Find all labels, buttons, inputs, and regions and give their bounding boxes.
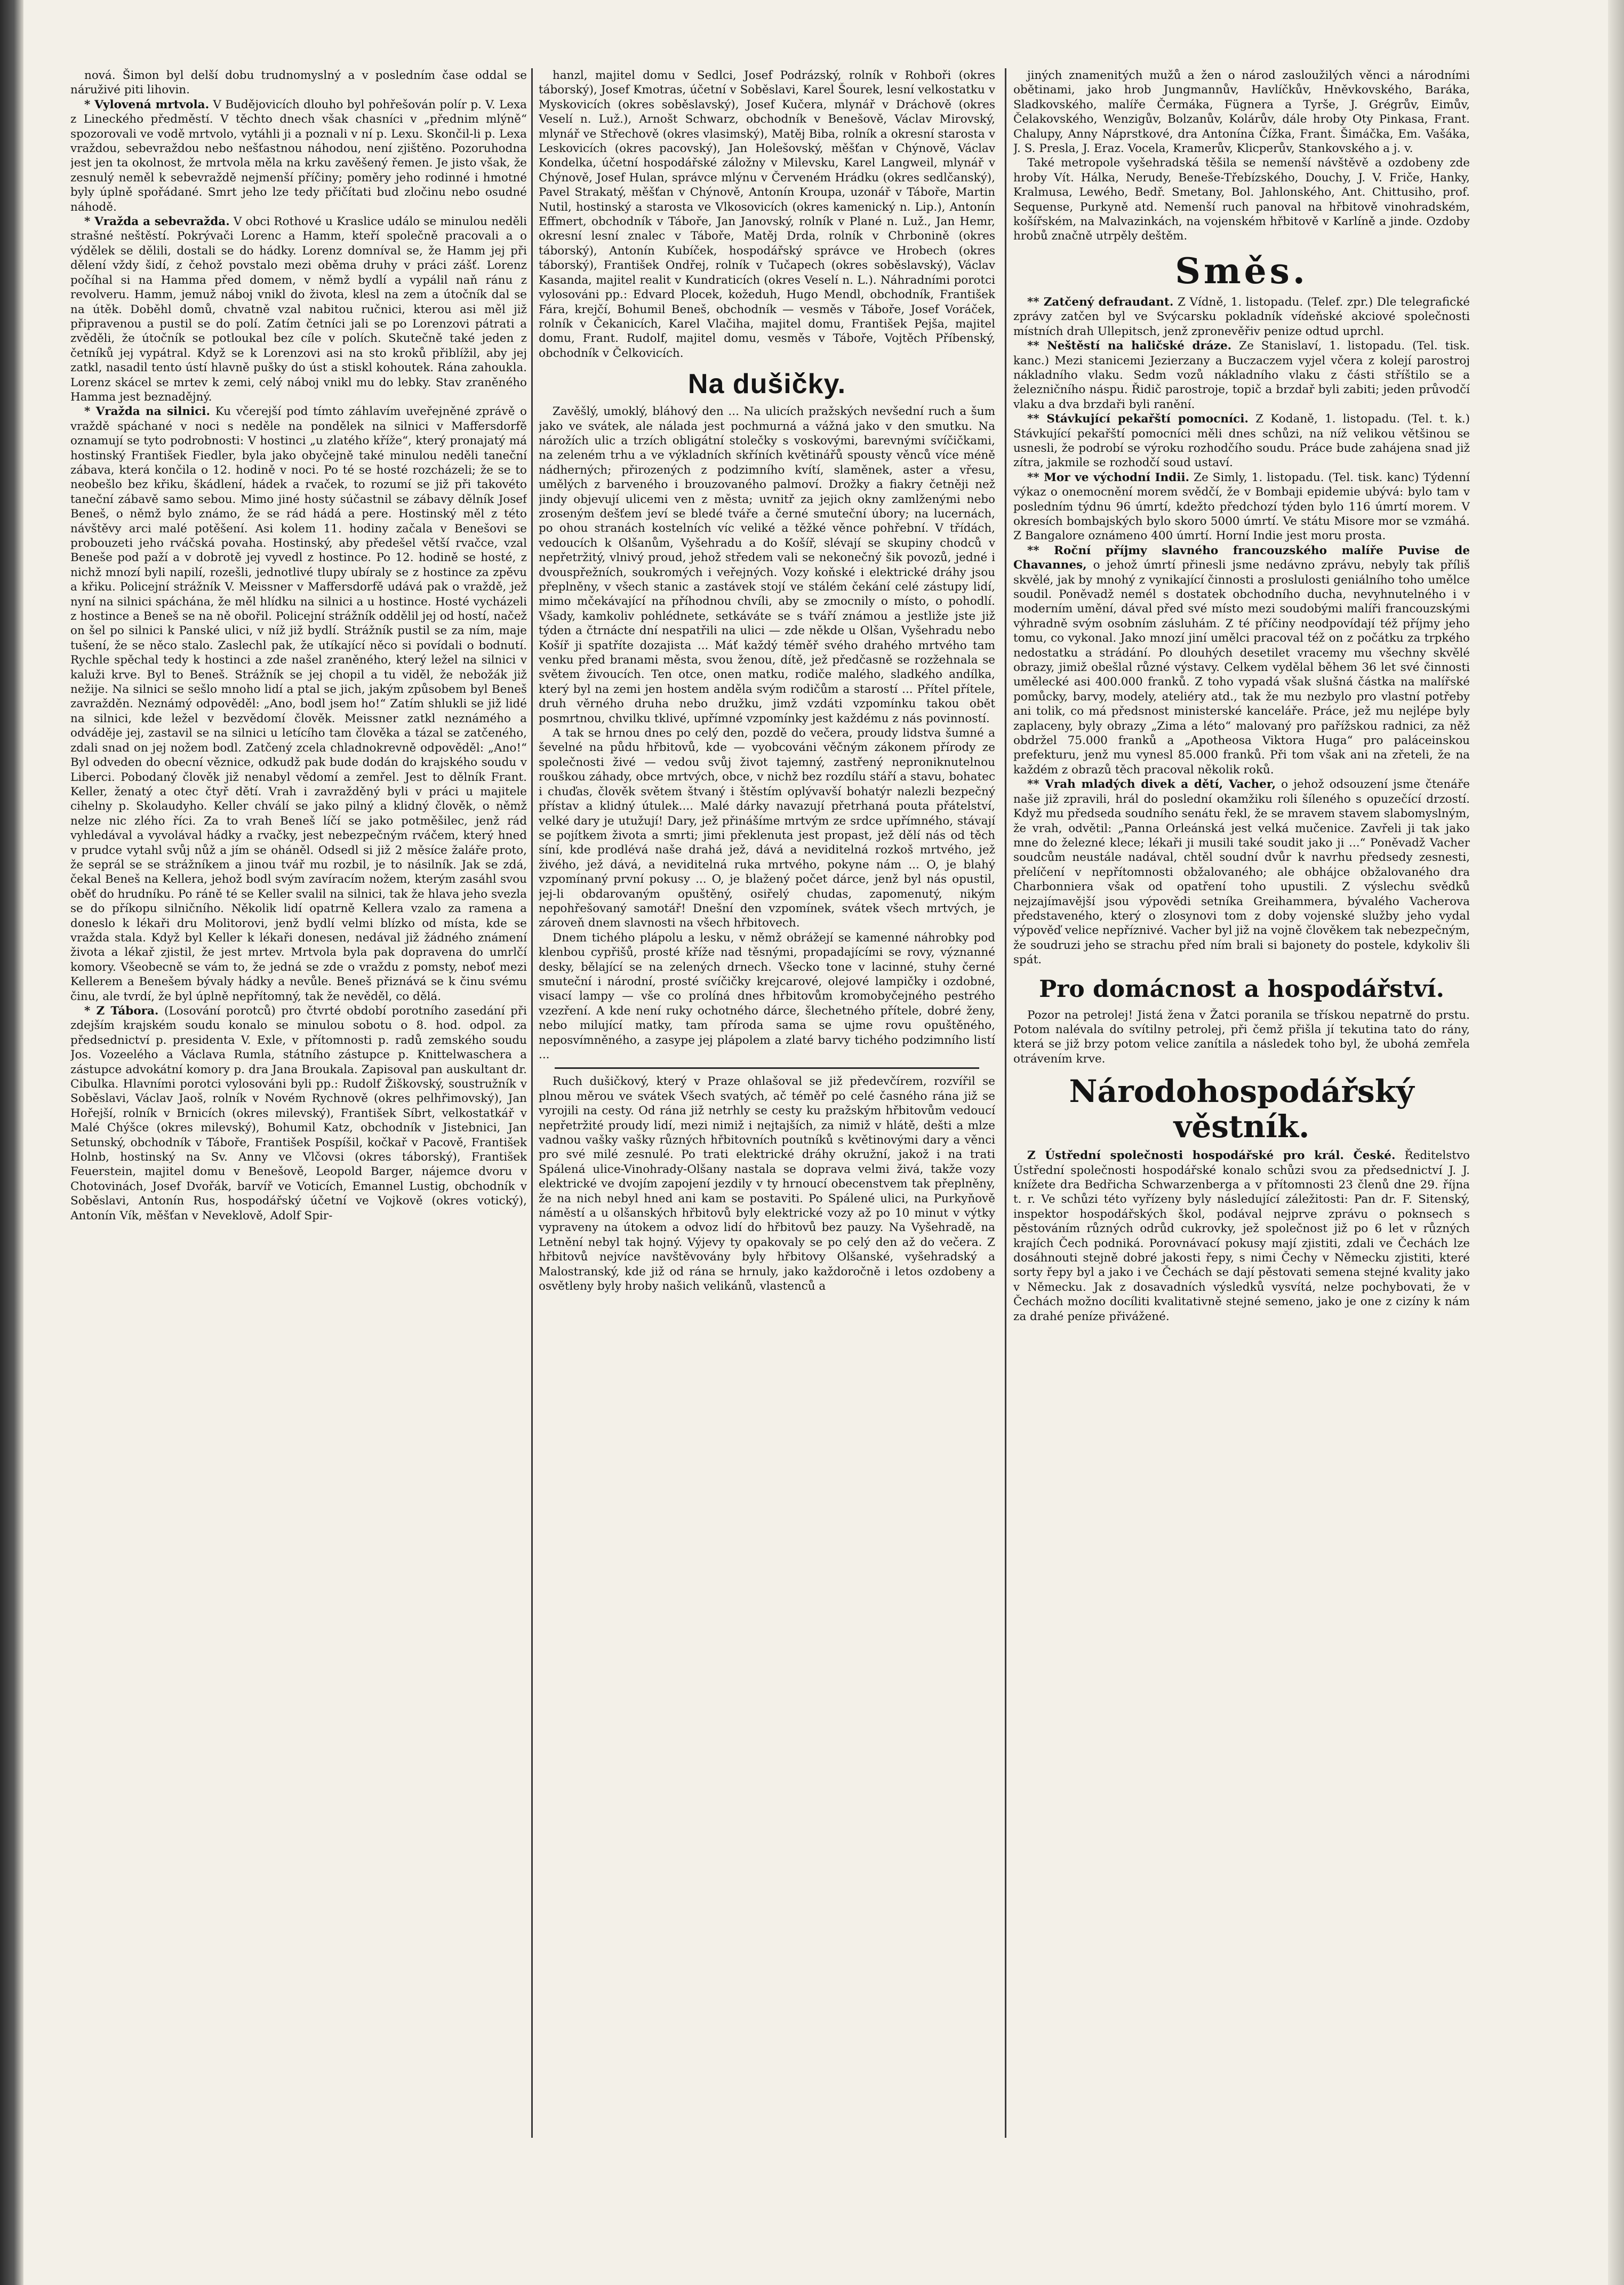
article-paragraph xyxy=(1013,777,1470,967)
article-headline: * Vražda na silnici. xyxy=(84,405,210,419)
article-paragraph xyxy=(1013,544,1470,778)
article-headline: ** Stávkující pekařští pomocníci. xyxy=(1027,412,1249,426)
article-paragraph xyxy=(1013,295,1470,339)
section-heading: Směs. xyxy=(1175,250,1308,292)
article-body: hanzl, majitel domu v Sedlci, Josef Podrázský, rolník v Rohboři (okres táborský), Josef Kmotras, účetní v Soběslavi, Karel Šourek, lesní velkostatku v Myskovicích (okres soběslavský), Josef Kučera, mlynář v Dráchově (okres Veselí n. Luž.), Arnošt Schwarz, obchodník v Benešově, Václav Mirovský, mlynář ve Střechově (okres vlasimský), Matěj Biba, rolník a okresní starosta v Leskovicích (okres pacovský), Jan Holešovský, měšťan v Chýnově, Václav Kondelka, účetní hospodářské záložny v Milevsku, Karel Langweil, mlynář v Chýnově, Josef Hulan, správce mlýnu v Červeném Hrádku (okres sedlčanský), Pavel Strakatý, měšťan v Chýnově, Antonín Kroupa, uzonář v Táboře, Martin Nutil, hostinský a starosta ve Vlkosovicích (okres kamenický n. Lip.), Antonín Effmert, obchodník v Táboře, Jan Janovský, rolník v Plané n. Luž., Jan Hemr, okresní lesní znalec v Táboře, Matěj Drda, rolník v Chrbonině (okres táborský), Antonín Kubíček, hospodářský správce ve Hrobech (okres táborský), František Ondřej, rolník v Tučapech (okres soběslavský), Václav Kasanda, majitel realit v Kundraticích (okres Veselí n. L.). Náhradními porotci vylosováni pp.: Edvard Plocek, kožeduh, Hugo Mendl, obchodník, František Fára, krejčí, Bohumil Beneš, obchodník — vesměs v Táboře, Josef Voráček, rolník v Čekanicích, Karel Vlačiha, majitel domu, František Pejša, majitel domu, Frant. Rudolf, majitel domu, vesměs v Táboře, Vojtěch Příbenský, obchodník v Čelkovicích. xyxy=(539,69,995,360)
article-body: Pozor na petrolej! Jistá žena v Žatci poranila se třískou nepatrně do prstu. Potom nalévala do svítilny petrolej, při čemž přišla jí tekutina tato do rány, která se již brzy potom velice zanítila a následek toho byl, že ubohá zemřela otrávením krve. xyxy=(1013,1008,1470,1066)
article-paragraph xyxy=(70,68,527,98)
article-paragraph xyxy=(1013,156,1470,243)
article-paragraph xyxy=(1013,470,1470,544)
column-rule-2 xyxy=(1005,68,1006,2138)
article-body: jiných znamenitých mužů a žen o národ zasloužilých věnci a národními obětinami, jako hrob Jungmannův, Havlíčkův, Hněvkovského, Baráka, Sladkovského, malíře Čermáka, Fügnera a Tyrše, J. Grégrův, Eimův, Čelakovského, Wenzigův, Bolzanův, Kolárův, dále hroby Oty Pinkasa, Frant. Chalupy, Anny Náprstkové, dra Antonína Čížka, Frant. Šimáčka, Em. Vašáka, J. S. Presla, J. Eraz. Vocela, Kramerův, Klicperův, Stankovského a j. v. xyxy=(1013,69,1470,156)
column-2 xyxy=(539,68,995,2138)
article-body: (Losování porotců) pro čtvrté období porotního zasedání při zdejším krajském soudu konalo se minulou sobotu o 8. hod. odpol. za předsednictví p. presidenta V. Exle, v přítomnosti p. radů zemského soudu Jos. Vozeelého a Václava Rumla, státního zástupce p. Knittelwaschera a zástupce advokátní komory p. dra Jana Broukala. Zapisoval pan auskultant dr. Cibulka. Hlavními porotci vylosováni byli pp.: Rudolf Žiškovský, soustružník v Soběslavi, Václav Jaoš, rolník v Novém Rychnově (okres pelhřimovský), Jan Hořejší, rolník v Brnicích (okres milevský), František Síbrt, velkostatkář v Malé Chýšce (okres milevský), Bohumil Katz, obchodník v Jistebnici, Jan Setunský, obchodník v Táboře, František Pospíšil, kočkař v Pacově, František Holnb, hostinský na Sv. Anny ve Vlčovsi (okres táborský), František Feuerstein, majitel domu v Benešově, Leopold Barger, nájemce dvoru v Chotovinách, Josef Dvořák, barvíř ve Voticích, Emannel Lustig, obchodník v Soběslavi, Antonín Rus, hospodářský účetní ve Vojkově (okres votický), Antonín Vík, měšťan v Neveklově, Adolf Spir- xyxy=(70,1004,527,1223)
article-body: A tak se hrnou dnes po celý den, pozdě do večera, proudy lidstva šumné a ševelné na půdu hřbitovů, kde — vyobcováni věčným zákonem přírody ze společnosti živé — vedou svůj život tajemný, zastřený neproniknutelnou rouškou záhady, obce mrtvých, obce, v nichž bez rozdílu stáří a stavu, bohatec i chuďas, člověk světem štvaný i štěstím oplývavší bohatýr nalezli bezpečný přístav a klidný útulek.... Malé dárky navazují přetrhaná pouta přátelství, velké dary je utužují! Dary, jež přinášíme mrtvým ze srdce upřímného, stávají se pojítkem života a smrti; jimi překlenuta jest propast, jež dělí nás od těch síní, kde prodlévá naše drahá jež, dává a neviditelná rozkoš mrtvého, jež živého, jež dává, a neviditelná ruka mrtvého, pokyne nám ... O, je blahý vzpomínaný první pokusy ... O, je blažený počet dárce, jenž byl nás opustil, jej-li obdarovaným opuštěný, osiřelý chudas, zapomenutý, nikým nepohřešovaný samotář! Dnešní den vzpomínek, svátek všech mrtvých, je zároveň dnem slavnosti na všech hřbitovech. xyxy=(539,726,995,930)
article-paragraph xyxy=(1013,68,1470,156)
article-paragraph xyxy=(1013,339,1470,412)
article-headline: ** Neštěstí na haličské dráze. xyxy=(1027,339,1232,353)
column-3 xyxy=(1013,68,1470,2138)
article-headline: ** Zatčený defraudant. xyxy=(1027,295,1174,309)
article-headline: * Z Tábora. xyxy=(84,1004,159,1018)
article-paragraph xyxy=(70,98,527,214)
article-body: Ruch dušičkový, který v Praze ohlašoval se již předevčírem, rozvířil se plnou měrou ve svátek Všech svatých, ač téměř po celé časného rána již se vyrojili na cesty. Od rána již netrhly se cesty ku pražským hřbitovům vedoucí nepřetržité proudy lidí, mezi nimiž i nejtajších, za nimiž v hlátě, dešti a mlze vadnou vašky vašky různých hřbitovních poutníků s květinovými dary a věnci pro své milé zesnulé. Po trati elektrické dráhy okružní, jakož i na trati Spálená ulice-Vinohrady-Olšany nastala se doprava velmi živá, takže vozy elektrické ve dvojím zapojení jezdily v ty hrnoucí obecenstvem tak přeplněny, že na nich nebyl hned ani kam se postaviti. Po Spálené ulici, na Purkyňově náměstí a u olšanských hřbitovů byly elektrické vozy až po 10 minut v výtky vypraveny na útokem a odvoz lidí do hřbitovů bez pauzy. Na Vyšehradě, na Letnění nebyl tak hojný. Výjevy ty opakovaly se po celý den až do večera. Z hřbitovů nejvíce navštěvovány byly hřbitovy Olšanské, vyšehradský a Malostranský, kde již od rána se hrnuly, jako každoročně i letos ozdobeny a osvětleny byly hroby našich velikánů, vlastenců a xyxy=(539,1075,995,1293)
article-paragraph xyxy=(70,404,527,1004)
article-body: o jehož odsouzení jsme čtenáře naše již zpravili, hrál do poslední okamžiku roli šíleného s opuzečící drzostí. Když mu předseda soudního senátu řekl, že se mravem stavem slabomyslným, že vrah, odvětil: „Panna Orleánská jest velká mučenice. Zavřeli ji tak jako mne do železné klece; lékaři ji musili také soudit jako ji ...“ Poněvadž Vacher soudcům neustále nadával, chtěl soudní dvůr k navrhu předsedy zesnesti, přelíčení v nepřítomnosti obžalovaného; ale obhájce obžalovaného dra Charbonniera však od opatření toho upustili. Z výslechu svědků nejzajímavější jsou výpovědi setníka Greihammera, bývalého Vacherova představeného, který o zlosynovi tom z doby vojenské služby jeho vydal výpověď velice nepříznivé. Vacher byl již na vojně člověkem tak nebezpečným, že soudruzi jeho se strachu před ním brali si bajonety do postele, kdykoliv šli spát. xyxy=(1013,778,1470,967)
article-body: Z Vídně, 1. listopadu. (Telef. zpr.) Dle telegrafické zprávy zatčen byl ve Svýcarsku pokladník vídeňské akciové společnosti místních drah Ullepitsch, jenž zpronevěřiv penize odtud uprchl. xyxy=(1013,295,1470,338)
article-body: Zavěšlý, umoklý, bláhový den ... Na ulicích pražských nevšední ruch a šum jako ve svátek, ale nálada jest pochmurná a vážná jako v den smutku. Na nárožích ulic a trzích obligátní stolečky s voskovými, barevnými svíčičkami, na zeleném trhu a ve výkladních skříních květinářů spousty věnců více méně nádherných; přirozených z podzimního kvítí, slaměnek, aster a vřesu, umělých z barveného i brouzovaného palmoví. Drožky a fiakry četněji než jindy objevují ulicemi ven z města; uvnitř za jejich okny zamlženými nebo zroseným dešťem jeví se bledé tváře a černé smuteční úbory; na lucernách, po ohou stranách kostelních víc veliké a těžké věnce pohřební. V třídách, vedoucích k Olšanům, Vyšehradu a do Košíř, slévají se skupiny chodců v nepřetržitý, vlnivý proud, jehož středem vali se nekonečný šik povozů, jedné i dvouspřežních, soukromých i veřejných. Vozy koňské i elektrické dráhy jsou přeplněny, v všech stanic a zastávek stojí ve stálém čekání celé zástupy lidí, mimo mčekávající na příhodnou chvíli, aby se zmocnily o místo, o pohodlí. Všady, kamkoliv pohlédnete, setkáváte se s tváří známou a jestliže jste již týden a čtrnácte dní nespatřili na ulici — zde někde u Olšan, Vyšehradu nebo Košíř ji spatříte dozajista ... Máť každý téměř svého drahého mrtvého tam venku před branami města, svou ženou, dítě, jež předčasně se rozžehnala se světem živoucích. Ten otce, onen matku, rodiče malého, sladkého andílka, který byl na zemi jen hostem anděla svým rodičům a starostí ... Přítel přítele, druh věrného druha nebo družku, jimž vzdáti vzpomínku takou obět posmrtnou, chvilku tklivé, upřímné vzpomínky jest každému z nás povinností. xyxy=(539,405,995,725)
article-headline: Z Ústřední společnosti hospodářské pro král. České. xyxy=(1027,1149,1396,1163)
article-body: nová. Šimon byl delší dobu trudnomyslný a v posledním čase oddal se náruživé piti lihovin. xyxy=(70,69,527,97)
article-headline: ** Vrah mladých divek a dětí, Vacher, xyxy=(1027,778,1276,792)
article-body: Ze Stanislaví, 1. listopadu. (Tel. tisk. kanc.) Mezi stanicemi Jezierzany a Buczaczem vyjel včera z kolejí parostroj nákladního vlaku. Sedm vozů nákladního vlaku z části stříštilo se a železničního náspu. Řidič parostroje, topič a brzdař byli zabiti; jeden průvodčí vlaku a dva brzdaři byli ranění. xyxy=(1013,339,1470,411)
section-heading: Národohospodářský věstník. xyxy=(1069,1073,1414,1145)
article-paragraph xyxy=(70,214,527,404)
article-headline: ** Mor ve východní Indii. xyxy=(1027,470,1190,484)
article-body: Také metropole vyšehradská těšila se nemenší návštěvě a ozdobeny zde hroby Vít. Hálka, Nerudy, Beneše-Třebízského, Douchy, J. V. Friče, Hanky, Kralmusa, Lewého, Bedř. Smetany, Bol. Jahlonského, Ant. Chittusiho, prof. Sequense, Purkyně atd. Nemenší ruch panoval na hřbitově vinohradském, košířském, na Malvazinkách, na vojenském hřbitově v Karlíně a jinde. Ozdoby hrobů značně utrpěly deštěm. xyxy=(1013,156,1470,243)
article-paragraph xyxy=(539,68,995,361)
column-1 xyxy=(70,68,527,2138)
article-body: Dnem tichého plápolu a lesku, v němž obrážejí se kamenné náhrobky pod klenbou cypřišů, prosté kříže nad těsnými, propadajícími se rovy, význanné desky, bělající se na zelených drnech. Všecko tone v lacinné, stuhy černé smuteční i národní, prosté svíčičky krejcarové, olejové lampičky i ozdobné, visací lampy — vše co prolíná dnes hřbitovům kromobyčejného pestrého vzezření. A kde není ruky ochotného dárce, šlechetného přítele, dobré ženy, nebo milující matky, tam příroda sama se ujme rovu opuštěného, neposvímněného, a zasype jej plápolem a zlaté barvy tichého podzimního listí ... xyxy=(539,931,995,1061)
article-paragraph xyxy=(539,404,995,726)
article-body: V obci Rothové u Kraslice událo se minulou neděli strašné neštěstí. Pokrývači Lorenc a Hamm, kteří společně pracovali a o výdělek se dělili, dostali se do hádky. Lorenz domníval se, že Hamm jej při dělení vždy šidí, z čehož povstalo mezi oběma druhy v práci zášť. Lorenz počíhal si na Hamma před domem, v němž bydlí a vypálil naň ránu z revolveru. Hamm, jemuž náboj vnikl do života, klesl na zem a útočník dal se na útěk. Doběhl domů, chvatně vzal nabitou ručnici, kterou asi měl již připravenou a pustil se do polí. Zatím četníci jali se po Lorenzovi pátrati a zvěděli, že útočník se potloukal bez cíle v polích. Skutečně také jeden z četníků jej vypátral. Když se k Lorenzovi asi na sto kroků přiblížil, aby jej zatkl, nasadil tento ústí hlavně pušky do úst a stiskl kohoutek. Rána zahoukla. Lorenz skácel se mrtev k zemi, celý náboj vnikl mu do lebky. Stav zraněného Hamma jest beznadějný. xyxy=(70,215,527,404)
article-paragraph xyxy=(539,1074,995,1293)
article-paragraph xyxy=(1013,1148,1470,1324)
article-headline: ** Roční příjmy slavného francouzského malíře Puvise de Chavannes, xyxy=(1013,544,1470,572)
article-paragraph xyxy=(539,726,995,931)
section-divider xyxy=(555,1067,979,1069)
article-headline: * Vražda a sebevražda. xyxy=(84,215,230,229)
article-body: Ku včerejší pod tímto záhlavím uveřejněné zprávě o vraždě spáchané v noci s neděle na pondělek na silnici v Maffersdorfě oznamují se tyto podrobnosti: V hostinci „u zlatého kříže“, který pronajatý má hostinský František Fiedler, byla jako obyčejně také minulou neděli taneční zábava, která končila o 12. hodině v noci. Po té se hosté rozcházeli; že se to neobešlo bez křiku, škádlení, hádek a rvaček, to rozumí se již při takovéto taneční zábavě samo sebou. Mimo jiné hosty súčastnil se zábavy dělník Josef Beneš, o němž bylo známo, že se rád hádá a pere. Hostinský měl z této návštěvy arci malé potěšení. Asi kolem 11. hodiny začala v Benešovi se probouzeti jeho rváčská povaha. Hostinský, aby předešel větší rvačce, vzal Beneše pod paží a v dobrotě jej vyvedl z hostince. Po 12. hodině se hosté, z nichž mnozí byli napilí, rozešli, jednotlivé tlupy ubíraly se z hostince za zpěvu a křiku. Policejní strážník V. Meissner v Maffersdorfě udává pak o vraždě, jež nyní na silnici spáchána, že měl hlídku na silnici a u hostince. Hosté vycházeli z hostince a Beneš se na ně obořil. Policejní strážník oddělil jej od hostí, načež on šel po silnici k Panské ulici, v níž již bydlí. Strážník pustil se za ním, maje tušení, že se něco stalo. Zaslechl pak, že utíkající něco si povídali o bodnutí. Rychle spěchal tedy k hostinci a zde našel zraněného, který ležel na silnici v kaluži krve. Byl to Beneš. Strážník se jej chopil a tu viděl, že nebožák již nežije. Na silnici se sešlo mnoho lidí a ptal se jich, jakým způsobem byl Beneš zavražděn. Neznámý odpověděl: „Ano, bodl jsem ho!“ Zatím shlukli se již lidé na silnici, kde ležel v bezvědomí člověk. Meissner zatkl neznámého a odváděje jej, zastavil se na silnici u letícího tam člověka a tázal se zatčeného, zdali snad on jej nožem bodl. Zatčený zcela chladnokrevně odpověděl: „Ano!“ Byl odveden do obecní věznice, odkudž pak bude dodán do krajského soudu v Liberci. Pobodaný člověk již nenabyl vědomí a zemřel. Jest to dělník Frant. Keller, ženatý a otec čtyř dětí. Vrah i zavražděný byli v práci u majitele cihelny p. Skolaudyho. Keller chválí se jako pilný a klidný člověk, o němž nelze nic zlého říci. Za to vrah Beneš líčí se jako potměšilec, jenž rád vyhledával a vyvolával hádky a rvačky, jest nebezpečným rváčem, který hned v prudce vytahl svůj nůž a jím se oháněl. Odsedl si již 2 měsíce žaláře proto, že seprál se se strážníkem a jinou tvář mu rozbil, je to násilník. Jak se zdá, čekal Beneš na Kellera, jehož bodl svým zavíracím nožem, kterým zasáhl svou oběť do hrudníku. Po ráně té se Keller svalil na silnici, tak že hlava jeho svezla se do příkopu silničního. Několik lidí opatrně Kellera vzalo za ramena a doneslo k lékaři dru Molitorovi, jenž bydlí velmi blízko od místa, kde se vražda stala. Když byl Keller k lékaři donesen, nedával již žádného známení života a lékař zjistil, že jest mrtev. Mrtvola byla pak dopravena do umrlčí komory. Všeobecně se vám to, že jedná se zde o vraždu z pomsty, neboť mezi Kellerem a Benešem bývaly hádky a nevůle. Beneš přiznává se k činu svému činu, ale tvrdí, že byl úplně nepřítomný, tak že nevěděl, co dělá. xyxy=(70,405,527,1003)
article-paragraph xyxy=(1013,412,1470,470)
section-heading: Na dušičky. xyxy=(687,369,846,400)
article-paragraph xyxy=(539,931,995,1062)
article-headline: * Vylovená mrtvola. xyxy=(84,98,210,111)
article-paragraph xyxy=(1013,1008,1470,1067)
article-body: o jehož úmrtí přinesli jsme nedávno zprávu, nebyly tak příliš skvělé, jak by mnohý z vynikající činnosti a proslulosti geniálního toho umělce soudil. Poněvadž nemél s dostatek obchodního ducha, nevyhnutelného i v moderním umění, dával před své místo mezi soudobými malíři francouzskými výhradně svým osobním zásluhám. Z té příčiny neodpovídají též příjmy jeho tomu, co vykonal. Jako mnozí jiní umělci pracoval též on z počátku za trpkého nedostatku a strádání. Po dlouhých desetilet vracemy mu všechny skvělé obrazy, jimiž obešlal různé výstavy. Celkem vydělal během 36 let své činnosti umělecké asi 400.000 franků. Z toho vypadá však slušná částka na malířské pomůcky, barvy, modely, ateliéry atd., tak že mu nezbylo pro vlastní potřeby ani tolik, co má předsnost ministerské kanceláře. Práce, jež mu nejlépe byly zaplaceny, byly obrazy „Zima a léto“ malovaný pro pařížskou radnici, za něž obdržel 75.000 franků a „Apotheosa Viktora Huga“ pro paláceinskou prefekturu, jenž mu vynesl 85.000 franků. Při tom však ani na zřeteli, že na každém z obrazů těch pracoval několik roků. xyxy=(1013,558,1470,777)
article-body: Ze Simly, 1. listopadu. (Tel. tisk. kanc) Týdenní výkaz o onemocnění morem svědčí, že v Bombaji epidemie ubývá: bylo tam v posledním týdnu 96 úmrtí, kdežto předchozí týden bylo 116 úmrtí morem. V okresích bombajských bylo skoro 5000 úmrtí. Ve státu Misore mor se vzmáhá. Z Bangalore oznámeno 400 úmrtí. Horní Indie jest moru prosta. xyxy=(1013,470,1470,543)
column-rule-1 xyxy=(531,68,533,2138)
section-heading: Pro domácnost a hospodářství. xyxy=(1039,975,1444,1003)
article-paragraph xyxy=(70,1004,527,1223)
page-binding-edge xyxy=(0,0,23,2285)
article-body: V Budějovicích dlouho byl pohřešován polír p. V. Lexa z Lineckého předměstí. V těchto dnech však chasníci v „přednim mlýně“ spozorovali ve vodě mrtvolo, vytáhli ji a poznali v ní p. Lexu. Skončil-li p. Lexa vraždou, sebevraždou nebo nešťastnou náhodou, není zjištěno. Pozoruhodna jest jen ta okolnost, že mrtvola měla na krku zavěšený řemen. Je jisto však, že zesnulý neměl k sebevraždě nejmenší příčiny; poměry jeho rodinné i hmotné byly úplně spořádané. Smrt jeho lze tedy přičítati bud zločinu nebo osudné náhodě. xyxy=(70,98,527,214)
article-body: Ředitelstvo Ústřední společnosti hospodářské konalo schůzi svou za předsednictví J. J. knížete dra Bedřicha Schwarzenberga a v přítomnosti 23 členů dne 29. října t. r. Ve schůzi této vyřízeny byly následující záležitosti: Pan dr. F. Sitenský, inspektor hospodářských škol, podával nejprve zprávu o poknsech s pěstováním různých odrůd cukrovky, jež společnost již po 6 let v různých krajích Čech podniká. Porovnávací pokusy mají zjistiti, zdali ve Čechách lze dosáhnouti stejně dobré jakosti řepy, s nimi Čechy v Německu zjistiti, které sorty řepy byl a jako i ve Čechách se dají pěstovati semena stejné kvality jako v Německu. Jak z dosavadních výsledků vysvítá, nelze pochybovati, že v Čechách možno docíliti kvalitativně stejné semeno, jako je one z cizíny k nám za drahé peníze přivážené. xyxy=(1013,1149,1470,1323)
article-body: Z Kodaně, 1. listopadu. (Tel. t. k.) Stávkující pekařští pomocníci měli dnes schůzi, na níž velikou většinou se usnesli, že podrobí se výroku rozhodčího soudu. Práce bude zahájena snad již zítra, jakmile se rozhodčí soud ustaví. xyxy=(1013,412,1470,470)
page-right-edge xyxy=(1608,0,1624,2285)
